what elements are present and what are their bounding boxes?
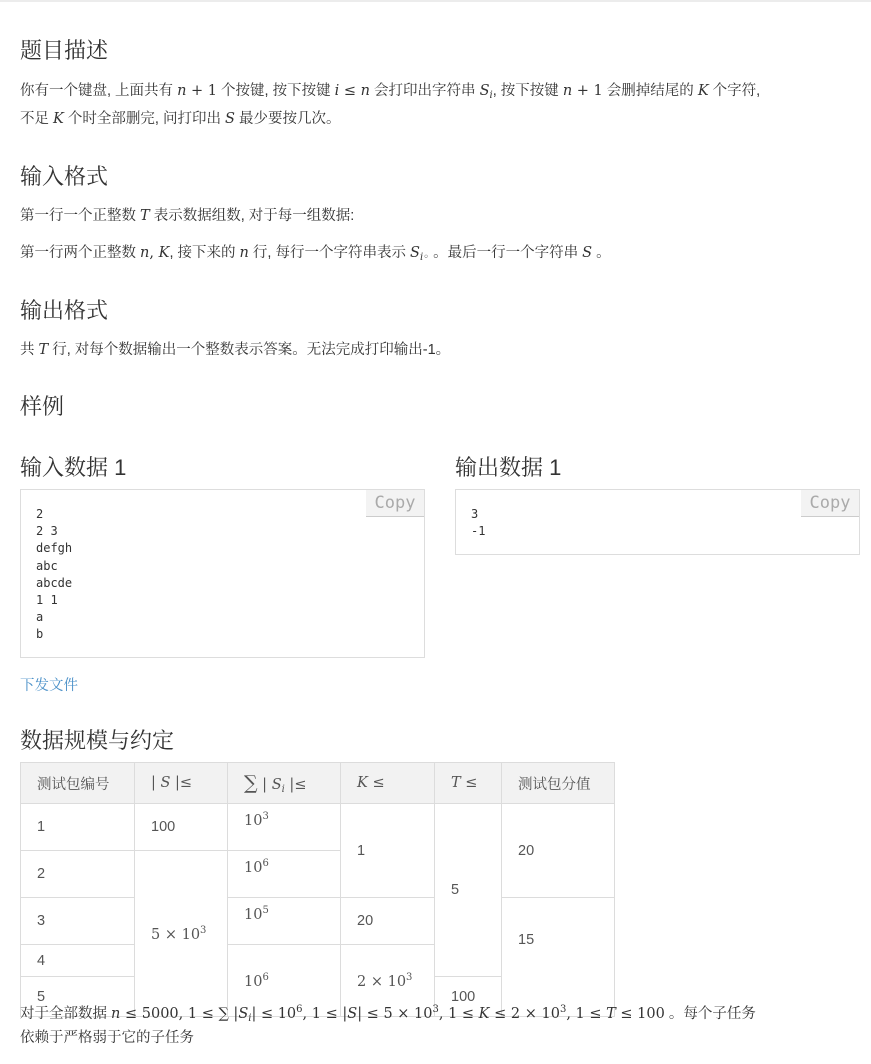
cell-id-5: 5 <box>21 977 135 1017</box>
section-title-constraints: 数据规模与约定 <box>20 728 175 753</box>
cell-k-3: 20 <box>341 898 435 945</box>
header-score: 测试包分值 <box>502 763 615 804</box>
input-format-line-2: 第一行两个正整数 n, K, 接下来的 n 行, 每行一个字符串表示 $S_{i◦}$ 。最后一行一个字符串 S 。 <box>20 245 611 263</box>
section-title-description: 题目描述 <box>20 38 109 63</box>
cell-sum-4: $10^6$ <box>228 945 341 1017</box>
cell-id-2: 2 <box>21 851 135 898</box>
cell-k-4: $2 \times 10^3$ <box>341 945 435 1017</box>
cell-sum-1: $10^3$ <box>228 804 341 851</box>
copy-input-button[interactable]: Copy <box>366 490 424 517</box>
cell-t-1: 5 <box>435 804 502 977</box>
sample-input-text: 2 2 3 defgh abc abcde 1 1 a b <box>36 507 73 642</box>
cell-id-3: 3 <box>21 898 135 945</box>
description-line-1: 你有一个键盘, 上面共有 n + 1 个按键, 按下按键 i ≤ n 会打印出字符串 $S_i$, 按下按键 n + 1 会删掉结尾的 K 个字符, <box>20 83 761 101</box>
header-sum-length: ∑ | $S_i$ |≤ <box>228 763 341 804</box>
section-title-sample: 样例 <box>20 394 65 419</box>
header-k: K ≤ <box>341 763 435 804</box>
constraints-table <box>20 762 615 1017</box>
top-border <box>0 0 871 2</box>
cell-id-1: 1 <box>21 804 135 851</box>
cell-sum-2: $10^6$ <box>228 851 341 898</box>
table-row <box>21 804 615 851</box>
sample-output-text: 3 -1 <box>471 507 486 539</box>
section-title-output: 输出格式 <box>20 298 109 323</box>
section-title-input: 输入格式 <box>20 164 109 189</box>
header-t: T ≤ <box>435 763 502 804</box>
output-format-line: 共 T 行, 对每个数据输出一个整数表示答案。无法完成打印输出-1。 <box>20 342 451 358</box>
cell-s-1: 100 <box>135 804 228 851</box>
cell-k-1: 1 <box>341 804 435 898</box>
constraints-footer-line-2: 依赖于严格弱于它的子任务 <box>20 1030 194 1046</box>
copy-output-button[interactable]: Copy <box>801 490 859 517</box>
cell-t-5: 100 <box>435 977 502 1017</box>
sample-input-title: 输入数据 1 <box>20 455 127 480</box>
cell-score-3: 15 <box>502 898 615 1017</box>
cell-s-2: $5 \times 10^3$ <box>135 851 228 1017</box>
sample-output-title: 输出数据 1 <box>455 455 562 480</box>
input-format-line-1: 第一行一个正整数 T 表示数据组数, 对于每一组数据: <box>20 208 355 224</box>
constraints-footer-line-1: 对于全部数据 n ≤ 5000, 1 ≤ ∑ $|S_i| \le 10^6$, $1 \le |S| \le 5 \times 10^3$, $1 \le K \le 2 \times 10^3$, 1 ≤ T ≤ 100 。每个子任务 <box>20 1004 756 1024</box>
table-row <box>21 898 615 945</box>
download-files-link[interactable]: 下发文件 <box>20 678 78 694</box>
table-header-row <box>21 763 615 804</box>
cell-sum-3: $10^5$ <box>228 898 341 945</box>
header-subtask-id: 测试包编号 <box>21 763 135 804</box>
sample-output-box[interactable] <box>455 489 860 555</box>
cell-score-1: 20 <box>502 804 615 898</box>
header-s-length: | S |≤ <box>135 763 228 804</box>
description-line-2: 不足 K 个时全部删完, 问打印出 S 最少要按几次。 <box>20 111 341 127</box>
cell-id-4: 4 <box>21 945 135 977</box>
sample-input-box[interactable] <box>20 489 425 658</box>
